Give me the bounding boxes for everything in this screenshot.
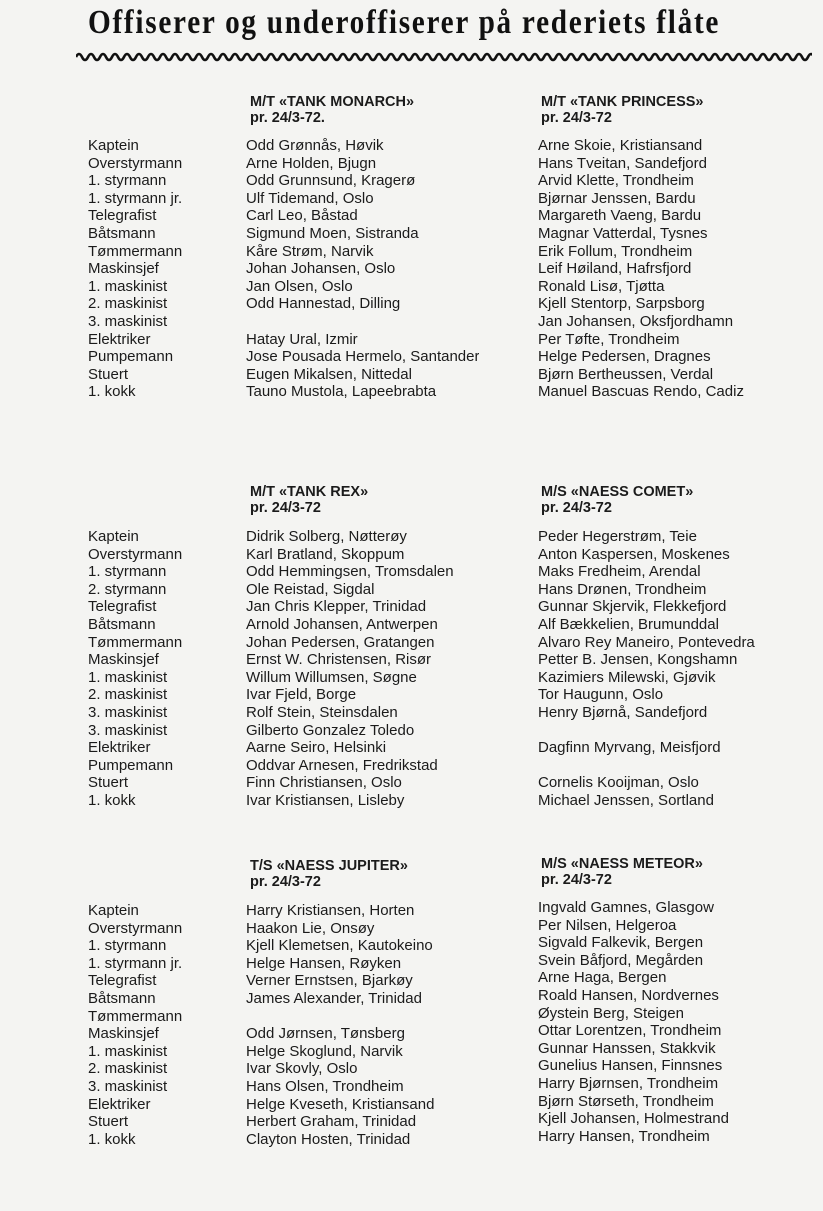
crew-column-tank-rex [246, 528, 454, 810]
list-item: Telegrafist [88, 207, 157, 225]
list-item: Willum Willumsen, Søgne [246, 668, 417, 686]
list-item: Ottar Lorentzen, Trondheim [538, 1022, 722, 1040]
crew-column-tank-monarch [246, 137, 479, 401]
list-item: Odd Hannestad, Dilling [246, 295, 401, 313]
list-item: 3. maskinist [88, 1077, 168, 1095]
list-item: James Alexander, Trinidad [246, 989, 422, 1007]
list-item: Ole Reistad, Sigdal [246, 580, 375, 598]
list-item: Kazimiers Milewski, Gjøvik [538, 668, 716, 686]
list-item: Pumpemann [88, 348, 174, 366]
ship-header-naess-jupiter [250, 858, 408, 890]
list-item: Kjell Stentorp, Sarpsborg [538, 295, 705, 313]
list-item: 1. kokk [88, 1130, 136, 1148]
list-item: Elektriker [88, 1095, 151, 1113]
list-item: Kaptein [88, 528, 139, 545]
list-item: Maskinsjef [88, 651, 159, 669]
list-item: Sigvald Falkevik, Bergen [538, 934, 704, 952]
crew-column-tank-princess [538, 137, 744, 401]
list-item: 1. maskinist [88, 1042, 168, 1060]
list-item: Alf Bækkelien, Brumunddal [538, 615, 719, 633]
list-item: Tømmermann [88, 242, 183, 260]
rank-column [88, 528, 182, 810]
ship-date: pr. 24/3-72 [541, 872, 612, 888]
list-item: Elektriker [88, 330, 151, 348]
list-item: Per Nilsen, Helgeroa [538, 916, 677, 934]
list-item: 3. maskinist [88, 312, 168, 330]
list-item [246, 313, 479, 331]
list-item: Eugen Mikalsen, Nittedal [246, 365, 412, 383]
list-item: Ivar Skovly, Oslo [246, 1060, 358, 1078]
ship-name: T/S «NAESS JUPITER» [250, 858, 408, 874]
list-item: Henry Bjørnå, Sandefjord [538, 703, 708, 721]
list-item: 1. maskinist [88, 668, 168, 686]
wavy-divider [76, 50, 812, 64]
rank-column [88, 137, 182, 401]
list-item: Manuel Bascuas Rendo, Cadiz [538, 383, 744, 401]
ship-header-tank-monarch [250, 94, 414, 126]
list-item: Tømmermann [88, 633, 183, 651]
ship-date: pr. 24/3-72 [250, 500, 321, 516]
list-item: Bjørn Bertheussen, Verdal [538, 365, 714, 383]
list-item: Kaptein [88, 137, 139, 154]
list-item: Båtsmann [88, 224, 156, 242]
list-item: Telegrafist [88, 972, 157, 990]
list-item: Jan Johansen, Oksfjordhamn [538, 312, 734, 330]
list-item: Gilberto Gonzalez Toledo [246, 721, 415, 739]
list-item: 1. styrmann jr. [88, 189, 183, 207]
list-item: Jose Pousada Hermelo, Santander [246, 348, 480, 366]
ship-name: M/S «NAESS METEOR» [541, 856, 703, 872]
ship-name: M/S «NAESS COMET» [541, 484, 694, 500]
list-item: Tauno Mustola, Lapeebrabta [246, 383, 437, 401]
list-item: Overstyrmann [88, 154, 183, 172]
list-item: Kjell Klemetsen, Kautokeino [246, 937, 433, 955]
list-item: Overstyrmann [88, 545, 183, 563]
list-item: Telegrafist [88, 598, 157, 616]
list-item: Gunnar Skjervik, Flekkefjord [538, 598, 727, 616]
list-item: Ivar Kristiansen, Lisleby [246, 791, 405, 809]
list-item: Ingvald Gamnes, Glasgow [538, 899, 714, 916]
list-item: 3. maskinist [88, 703, 168, 721]
ship-name: M/T «TANK PRINCESS» [541, 94, 704, 110]
crew-column-naess-jupiter [246, 902, 434, 1148]
list-item: Harry Hansen, Trondheim [538, 1127, 710, 1145]
list-item: 1. styrmann [88, 563, 167, 581]
ship-header-tank-rex [250, 484, 368, 516]
list-item: Cornelis Kooijman, Oslo [538, 774, 699, 792]
list-item: Peder Hegerstrøm, Teie [538, 528, 697, 545]
list-item: Elektriker [88, 739, 151, 757]
list-item: Stuert [88, 774, 129, 792]
page-title: Offiserer og underoffiserer på rederiets flåte [88, 4, 721, 41]
list-item: Gunnar Hanssen, Stakkvik [538, 1039, 716, 1057]
list-item: 1. styrmann [88, 937, 167, 955]
ship-date: pr. 24/3-72 [250, 874, 321, 890]
list-item: Ulf Tidemand, Oslo [246, 189, 374, 207]
list-item: Helge Kveseth, Kristiansand [246, 1095, 435, 1113]
list-item: Jan Olsen, Oslo [246, 277, 353, 295]
list-item: Bjørn Størseth, Trondheim [538, 1092, 714, 1110]
list-item [538, 722, 755, 740]
list-item: 3. maskinist [88, 721, 168, 739]
list-item: Maks Fredheim, Arendal [538, 563, 701, 581]
list-item: 1. styrmann jr. [88, 954, 183, 972]
list-item: Johan Pedersen, Gratangen [246, 633, 435, 651]
list-item: Margareth Vaeng, Bardu [538, 207, 702, 225]
list-item: Magnar Vatterdal, Tysnes [538, 224, 708, 242]
list-item: Helge Skoglund, Narvik [246, 1042, 403, 1060]
rank-column [88, 902, 182, 1148]
list-item: Hans Drønen, Trondheim [538, 580, 707, 598]
list-item: Stuert [88, 1113, 129, 1131]
list-item: Verner Ernstsen, Bjarkøy [246, 972, 413, 990]
list-item: Sigmund Moen, Sistranda [246, 224, 419, 242]
ship-header-naess-comet [541, 484, 693, 516]
list-item [538, 757, 755, 775]
list-item: Svein Båfjord, Megården [538, 951, 704, 969]
list-item: Tor Haugunn, Oslo [538, 686, 664, 704]
list-item: Kaptein [88, 902, 139, 919]
crew-column-naess-meteor [538, 899, 729, 1145]
list-item: Alvaro Rey Maneiro, Pontevedra [538, 633, 755, 651]
ship-name: M/T «TANK REX» [250, 484, 369, 500]
list-item: 1. kokk [88, 383, 136, 401]
list-item: Michael Jenssen, Sortland [538, 791, 714, 809]
list-item: Stuert [88, 365, 129, 383]
list-item: Karl Bratland, Skoppum [246, 545, 405, 563]
list-item: Petter B. Jensen, Kongshamn [538, 651, 738, 669]
list-item: 1. maskinist [88, 277, 168, 295]
ship-date: pr. 24/3-72 [541, 500, 612, 516]
list-item: Ernst W. Christensen, Risør [246, 651, 432, 669]
list-item [246, 1008, 434, 1026]
list-item: Båtsmann [88, 989, 156, 1007]
list-item: Oddvar Arnesen, Fredrikstad [246, 756, 438, 774]
ship-date: pr. 24/3-72 [541, 110, 612, 126]
list-item: Anton Kaspersen, Moskenes [538, 545, 730, 563]
list-item: 2. maskinist [88, 295, 168, 313]
list-item: Båtsmann [88, 615, 156, 633]
list-item: Jan Chris Klepper, Trinidad [246, 598, 427, 616]
list-item: Leif Høiland, Hafrsfjord [538, 260, 692, 278]
list-item: Øystein Berg, Steigen [538, 1004, 684, 1022]
list-item: Dagfinn Myrvang, Meisfjord [538, 739, 721, 757]
list-item: Gunelius Hansen, Finnsnes [538, 1057, 723, 1075]
list-item: Ivar Fjeld, Borge [246, 686, 357, 704]
crew-column-naess-comet [538, 528, 755, 810]
list-item: Hans Tveitan, Sandefjord [538, 154, 707, 172]
list-item: Finn Christiansen, Oslo [246, 774, 402, 792]
list-item: Roald Hansen, Nordvernes [538, 986, 719, 1004]
list-item: Carl Leo, Båstad [246, 207, 358, 225]
list-item: Arne Holden, Bjugn [246, 154, 377, 172]
list-item: Per Tøfte, Trondheim [538, 330, 680, 348]
list-item: Tømmermann [88, 1007, 183, 1025]
list-item: Johan Johansen, Oslo [246, 260, 396, 278]
list-item: Ronald Lisø, Tjøtta [538, 277, 665, 295]
list-item: Hatay Ural, Izmir [246, 330, 358, 348]
list-item: Pumpemann [88, 756, 174, 774]
list-item: Bjørnar Jenssen, Bardu [538, 189, 696, 207]
list-item: Clayton Hosten, Trinidad [246, 1130, 411, 1148]
list-item: Kjell Johansen, Holmestrand [538, 1110, 729, 1128]
list-item: Haakon Lie, Onsøy [246, 919, 375, 937]
list-item: Odd Jørnsen, Tønsberg [246, 1025, 405, 1043]
list-item: Arnold Johansen, Antwerpen [246, 615, 438, 633]
list-item: Odd Hemmingsen, Tromsdalen [246, 563, 454, 581]
list-item: Helge Pedersen, Dragnes [538, 348, 711, 366]
list-item: 1. styrmann [88, 172, 167, 190]
ship-name: M/T «TANK MONARCH» [250, 94, 415, 110]
ship-date: pr. 24/3-72. [250, 110, 325, 126]
list-item: 2. maskinist [88, 686, 168, 704]
ship-header-naess-meteor [541, 856, 703, 888]
list-item: Erik Follum, Trondheim [538, 242, 693, 260]
list-item: Odd Grønnås, Høvik [246, 137, 384, 154]
list-item: Aarne Seiro, Helsinki [246, 739, 387, 757]
list-item: Odd Grunnsund, Kragerø [246, 172, 416, 190]
list-item: Hans Olsen, Trondheim [246, 1077, 404, 1095]
list-item: 2. styrmann [88, 580, 167, 598]
list-item: Kåre Strøm, Narvik [246, 242, 374, 260]
list-item: Harry Kristiansen, Horten [246, 902, 415, 919]
list-item: Arvid Klette, Trondheim [538, 172, 694, 190]
ship-header-tank-princess [541, 94, 703, 126]
list-item: Maskinsjef [88, 260, 159, 278]
list-item: Helge Hansen, Røyken [246, 954, 402, 972]
list-item: 1. kokk [88, 791, 136, 809]
list-item: Overstyrmann [88, 919, 183, 937]
list-item: Rolf Stein, Steinsdalen [246, 703, 398, 721]
list-item: Arne Skoie, Kristiansand [538, 137, 703, 154]
list-item: Arne Haga, Bergen [538, 969, 667, 987]
list-item: 2. maskinist [88, 1060, 168, 1078]
list-item: Herbert Graham, Trinidad [246, 1113, 417, 1131]
list-item: Didrik Solberg, Nøtterøy [246, 528, 407, 545]
list-item: Harry Bjørnsen, Trondheim [538, 1074, 719, 1092]
list-item: Maskinsjef [88, 1025, 159, 1043]
